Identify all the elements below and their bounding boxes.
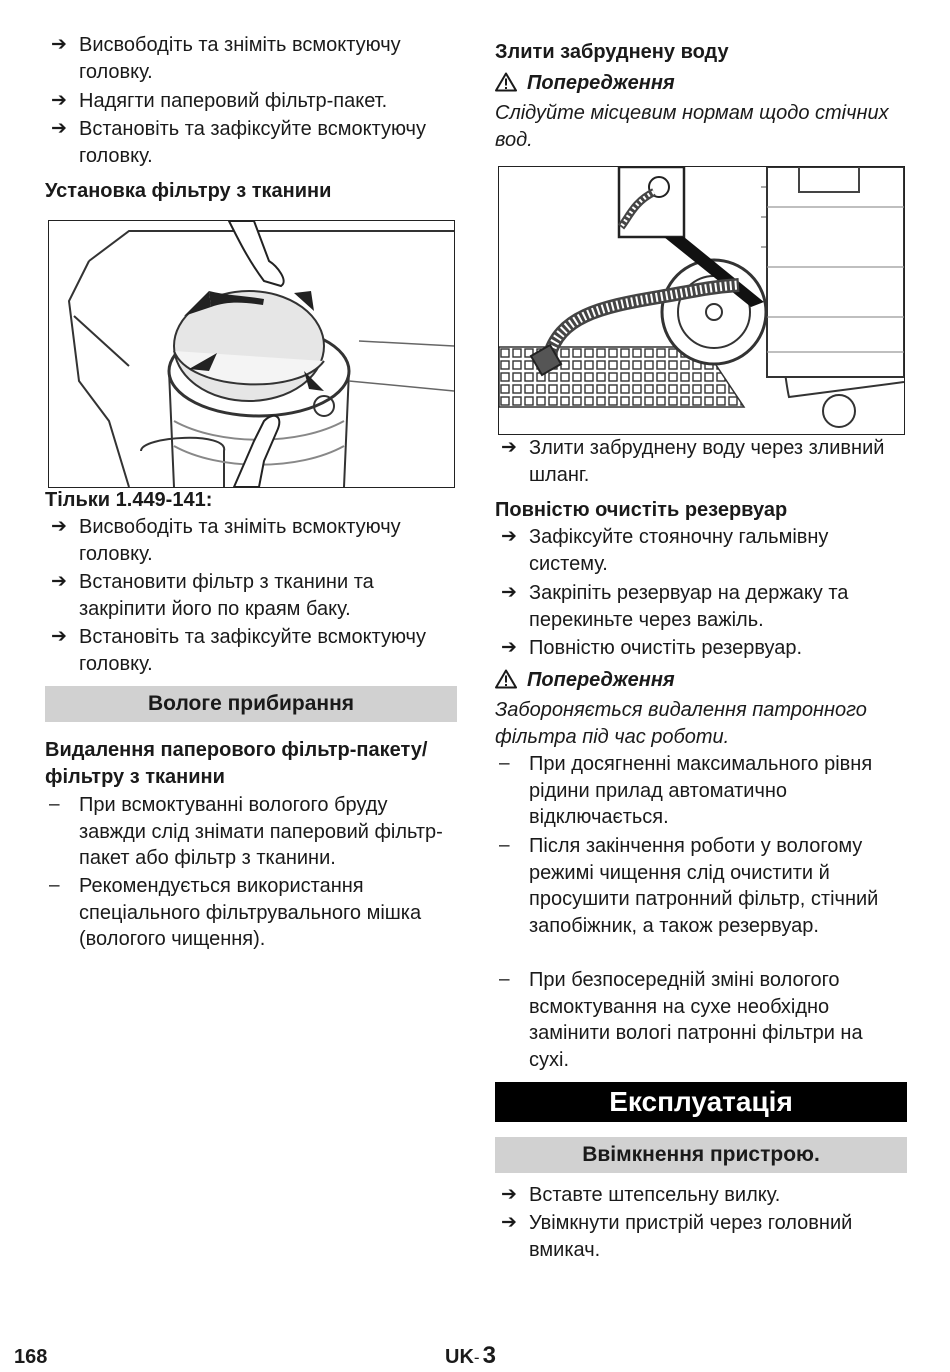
dash-bullet: –	[499, 969, 510, 990]
cloth-filter-illustration	[48, 220, 455, 488]
vacuum-filter-drawing	[49, 221, 454, 487]
step-text: Закріпіть резервуар на держаку та перекиньте через важіль.	[529, 582, 849, 631]
warning-icon	[495, 72, 517, 92]
section-heading: Злити забруднену воду	[495, 41, 729, 63]
model-label: Тільки 1.449-141:	[45, 489, 213, 511]
drain-drawing	[499, 167, 904, 434]
arrow-icon: ➔	[51, 90, 67, 111]
note-text: При всмоктуванні вологого бруду завжди слід знімати паперовий фільтр-пакет або фільтр з тканини.	[79, 794, 443, 869]
warning-heading	[495, 667, 907, 693]
step-text: Увімкнути пристрій через головний вмикач.	[529, 1212, 853, 1261]
warning-heading	[495, 70, 907, 96]
dash-bullet: –	[49, 794, 60, 815]
note-text: Після закінчення роботи у вологому режимі чищення слід очистити й просушити патронний фільтр, стічний запобіжник, а також резервуар.	[529, 835, 879, 937]
section-heading: Установка фільтру з тканини	[45, 180, 332, 202]
arrow-icon: ➔	[51, 34, 67, 55]
chapter-band-operation: Експлуатація	[495, 1082, 907, 1122]
arrow-icon: ➔	[501, 582, 517, 603]
warning-text: Слідуйте місцевим нормам щодо стічних вод.	[495, 102, 889, 151]
note-text: При досягненні максимального рівня рідини прилад автоматично відключається.	[529, 753, 873, 828]
section-number: 3	[482, 1342, 496, 1369]
arrow-icon: ➔	[51, 516, 67, 537]
section-heading: Видалення паперового фільтр-пакету/фільтру з тканини	[45, 739, 428, 788]
step-text: Висвободіть та зніміть всмоктуючу головку.	[79, 516, 401, 565]
dash-bullet: –	[499, 835, 510, 856]
warning-text: Забороняється видалення патронного фільтра під час роботи.	[495, 699, 867, 748]
arrow-icon: ➔	[501, 1184, 517, 1205]
dash-bullet: –	[499, 753, 510, 774]
warning-title: Попередження	[527, 72, 675, 94]
warning-title: Попередження	[527, 669, 675, 691]
warning-icon	[495, 669, 517, 689]
footer-separator: -	[473, 1348, 480, 1367]
step-text: Злити забруднену воду через зливний шланг.	[529, 437, 885, 486]
note-text: Рекомендується використання спеціального фільтрувального мішка (вологого чищення).	[79, 875, 422, 950]
section-band-wet-cleaning: Вологе прибирання	[45, 686, 457, 722]
page-number: 168	[14, 1346, 48, 1368]
arrow-icon: ➔	[51, 571, 67, 592]
step-text: Встановити фільтр з тканини та закріпити його по краям баку.	[79, 571, 374, 620]
arrow-icon: ➔	[501, 1212, 517, 1233]
arrow-icon: ➔	[501, 526, 517, 547]
arrow-icon: ➔	[51, 118, 67, 139]
section-band-power-on: Ввімкнення пристрою.	[495, 1137, 907, 1173]
step-text: Висвободіть та зніміть всмоктуючу головку.	[79, 34, 401, 83]
footer-section-label	[445, 1342, 496, 1370]
arrow-icon: ➔	[501, 637, 517, 658]
dash-bullet: –	[49, 875, 60, 896]
step-text: Встановіть та зафіксуйте всмоктуючу головку.	[79, 118, 426, 167]
step-text: Повністю очистіть резервуар.	[529, 637, 803, 659]
step-text: Встановіть та зафіксуйте всмоктуючу головку.	[79, 626, 426, 675]
drain-hose-illustration	[498, 166, 905, 435]
language-code: UK	[445, 1346, 474, 1368]
arrow-icon: ➔	[501, 437, 517, 458]
note-text: При безпосередній зміні вологого всмоктування на сухе необхідно замінити вологі патронні фільтри на сухі.	[529, 969, 863, 1071]
step-text: Зафіксуйте стояночну гальмівну систему.	[529, 526, 829, 575]
step-text: Вставте штепсельну вилку.	[529, 1184, 781, 1206]
step-text: Надягти паперовий фільтр-пакет.	[79, 90, 388, 112]
section-heading: Повністю очистіть резервуар	[495, 499, 788, 521]
arrow-icon: ➔	[51, 626, 67, 647]
